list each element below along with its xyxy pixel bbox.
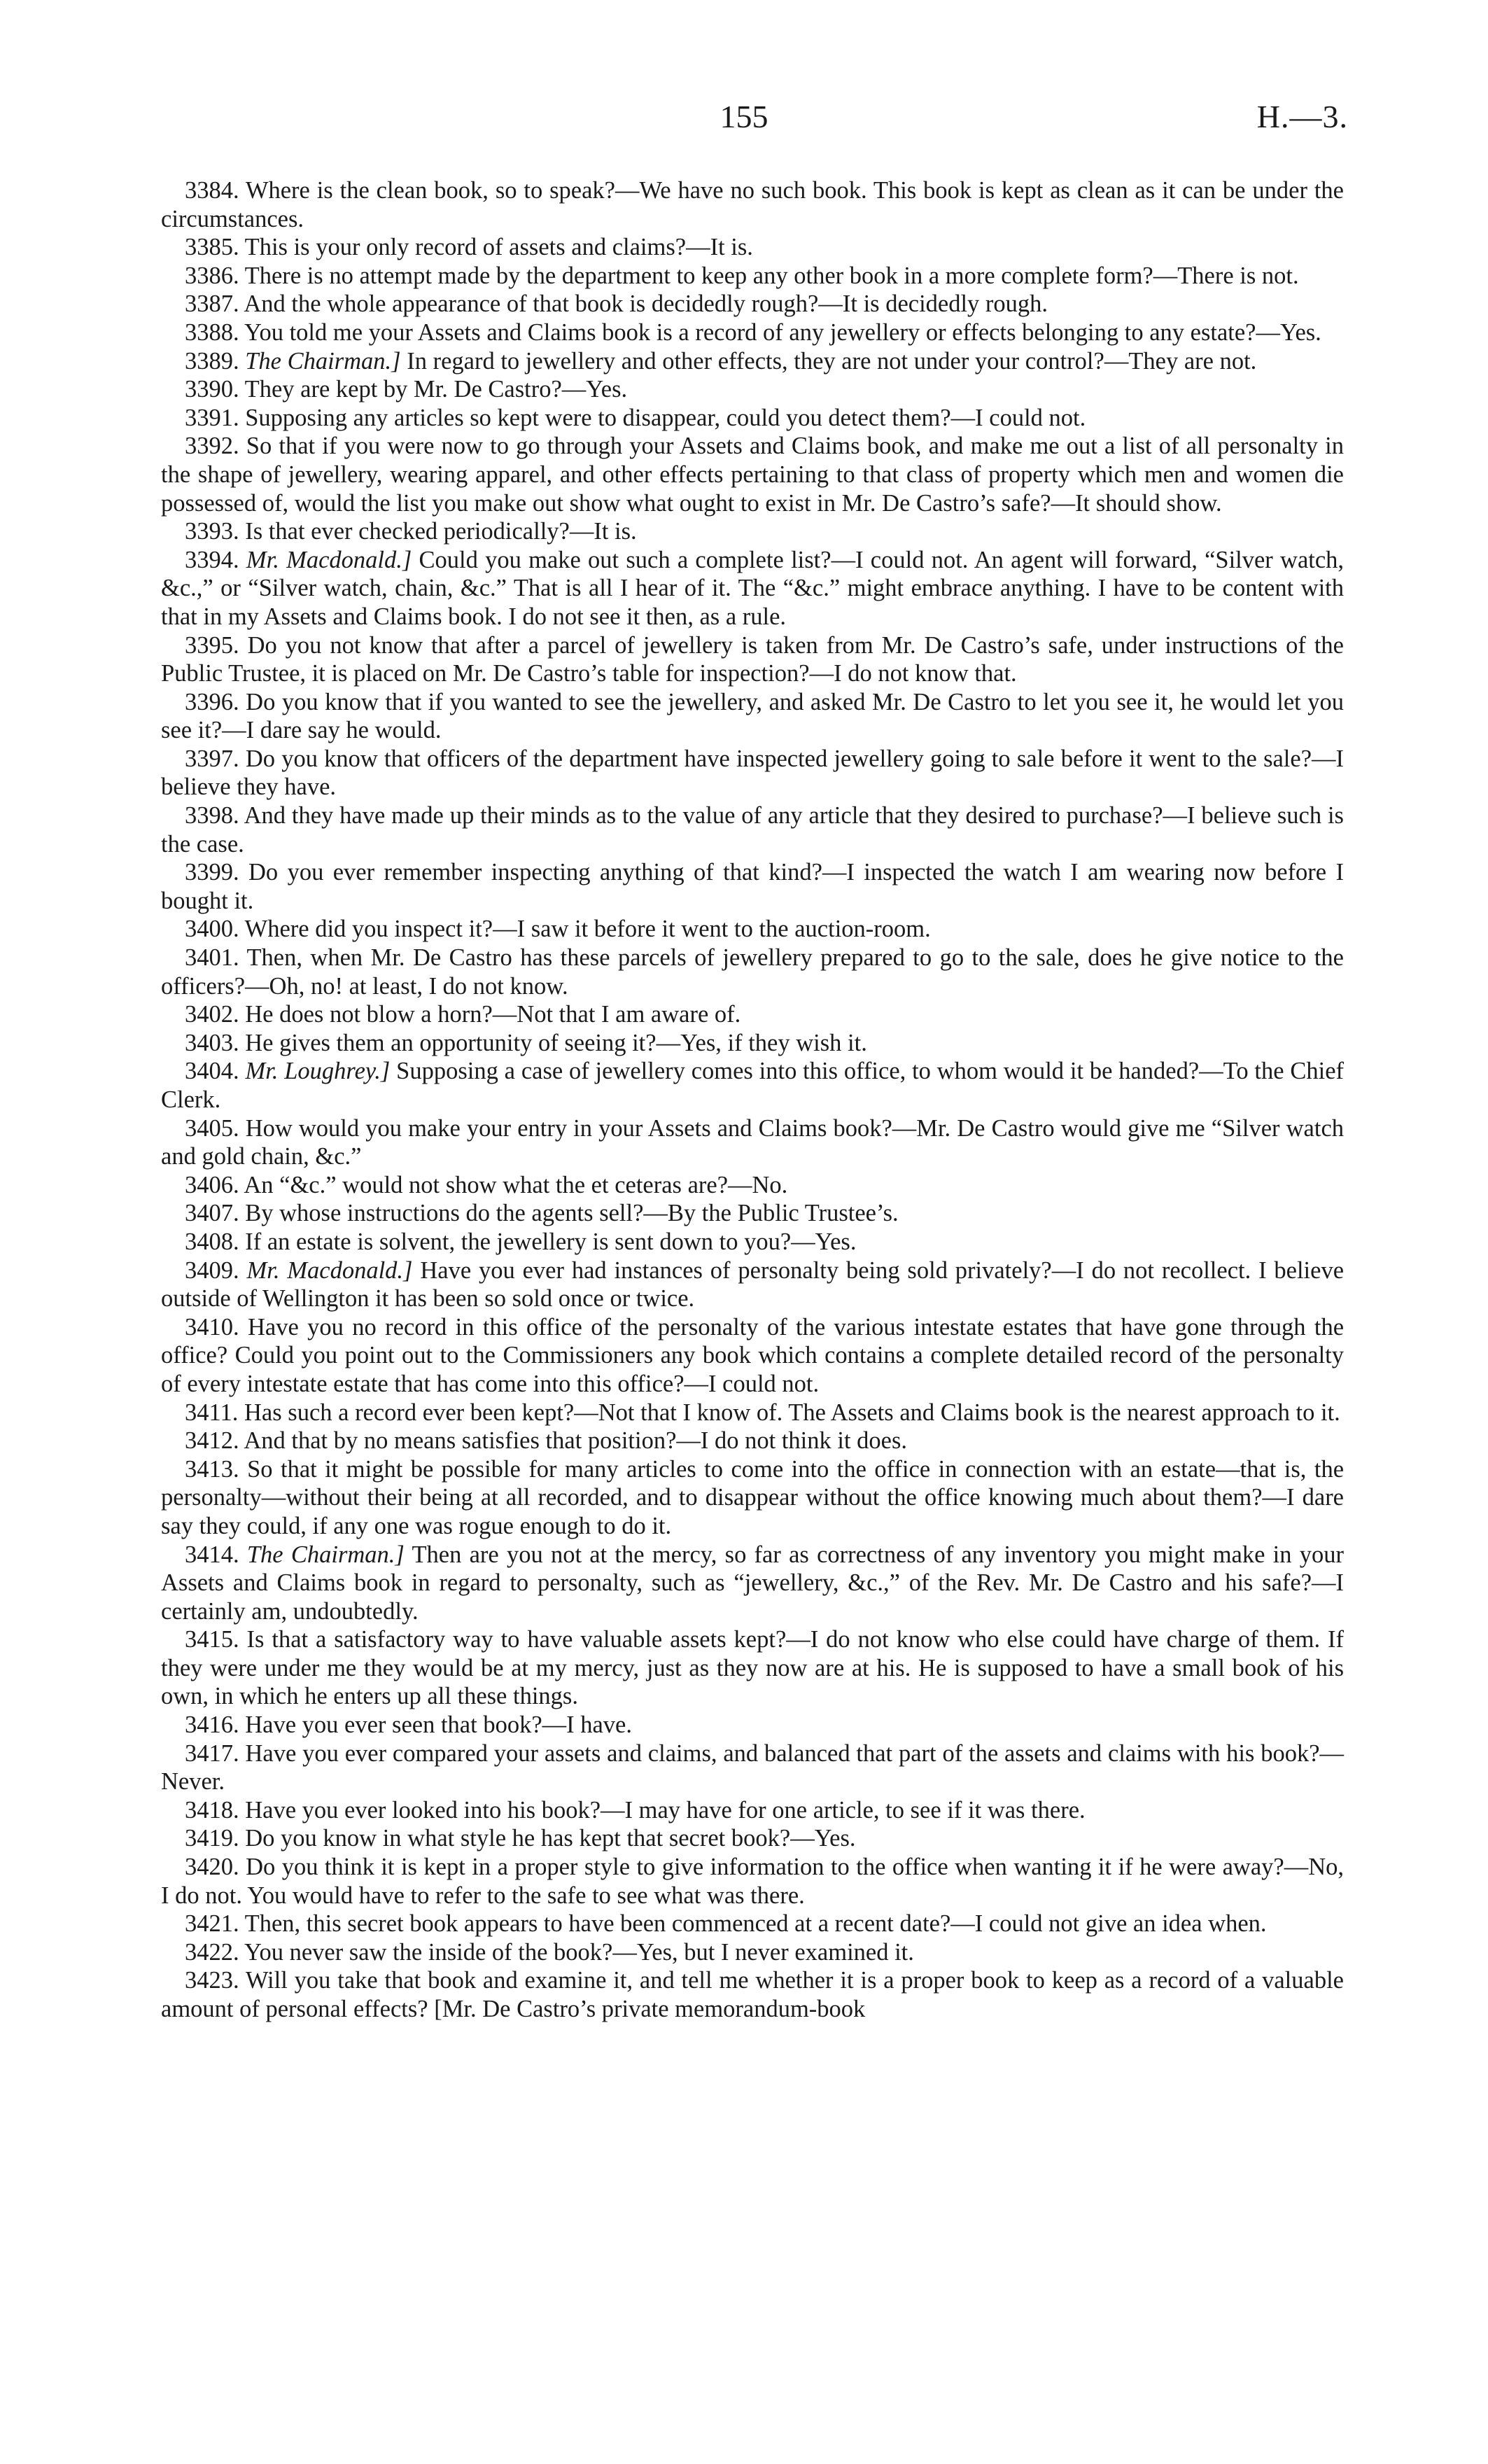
question-number: 3417. [185,1740,239,1767]
speaker-name: Mr. Loughrey.] [245,1058,391,1085]
question-answer-paragraph [161,1711,1344,1740]
question-number: 3402. [185,1001,239,1028]
paragraph-text: Will you take that book and examine it, and tell me whether it is a proper book to keep as a record of a valuable amount of personal effects? [Mr. De Castro’s private memorandum-book [161,1967,1344,2022]
paragraph-text: Do you know in what style he has kept that secret book?—Yes. [245,1825,856,1852]
question-answer-paragraph [161,1114,1344,1171]
paragraph-text: Have you no record in this office of the personalty of the various intestate estates that have gone through the office? Could you point out to the Commissioners any book which contains a complete detailed record of the personalty of every intestate estate that has come into this office?—I could not. [161,1313,1345,1397]
question-number: 3410. [185,1313,239,1340]
question-answer-paragraph [161,404,1344,433]
question-answer-paragraph [161,1853,1344,1910]
speaker-name: Mr. Macdonald.] [246,546,412,573]
paragraph-text: Do you know that officers of the department have inspected jewellery going to sale before it went to the sale?—I believe they have. [161,745,1345,801]
question-answer-paragraph [161,1171,1344,1200]
question-number: 3407. [185,1200,239,1227]
question-number: 3414. [185,1541,239,1568]
question-number: 3396. [185,688,239,715]
question-answer-paragraph [161,1000,1344,1029]
question-number: 3389. [185,347,239,374]
question-number: 3415. [185,1626,239,1653]
question-number: 3405. [185,1114,239,1142]
question-answer-paragraph [161,176,1344,233]
question-answer-paragraph [161,1313,1344,1399]
question-answer-paragraph [161,1938,1344,1967]
question-number: 3387. [185,290,239,318]
question-answer-paragraph [161,1455,1344,1541]
question-number: 3384. [185,177,239,204]
question-answer-paragraph [161,1796,1344,1825]
question-answer-paragraph [161,1625,1344,1711]
paragraph-text: Is that a satisfactory way to have valuable assets kept?—I do not know who else could have charge of them. If they were under me they would be at my mercy, just as they now are at his. He is supposed to have a small book of his own, in which he enters up all these things. [161,1626,1344,1710]
question-answer-paragraph [161,1199,1344,1228]
testimony-body [161,176,1344,2024]
paragraph-text: And the whole appearance of that book is decidedly rough?—It is decidedly rough. [244,290,1048,318]
page-number: 155 [720,99,768,134]
paragraph-text: Is that ever checked periodically?—It is. [245,518,637,545]
paragraph-text: He does not blow a horn?—Not that I am aware of. [245,1001,741,1028]
speaker-name: The Chairman.] [245,347,401,374]
paragraph-text: Do you not know that after a parcel of jewellery is taken from Mr. De Castro’s safe, under instructions of the Public Trustee, it is placed on Mr. De Castro’s table for inspection?—I do not know that. [161,631,1344,687]
question-answer-paragraph [161,1256,1344,1313]
question-number: 3419. [185,1825,239,1852]
paragraph-text: Where did you inspect it?—I saw it before it went to the auction-room. [244,916,931,943]
paragraph-text: Have you ever looked into his book?—I may have for one article, to see if it was there. [245,1796,1086,1823]
paragraph-text: And that by no means satisfies that position?—I do not think it does. [244,1427,908,1455]
question-number: 3413. [185,1455,239,1483]
question-answer-paragraph [161,1966,1344,2023]
question-number: 3423. [185,1967,239,1994]
question-number: 3385. [185,234,239,261]
question-answer-paragraph [161,1824,1344,1853]
paragraph-text: You told me your Assets and Claims book is a record of any jewellery or effects belonging to any estate?—Yes. [244,318,1321,346]
question-number: 3399. [185,859,239,886]
question-answer-paragraph [161,1057,1344,1114]
question-number: 3408. [185,1228,239,1255]
question-number: 3421. [185,1910,239,1938]
question-number: 3404. [185,1058,239,1085]
question-number: 3390. [185,376,239,403]
question-number: 3392. [185,433,239,460]
question-answer-paragraph [161,1029,1344,1058]
question-answer-paragraph [161,1541,1344,1626]
question-number: 3393. [185,518,239,545]
question-number: 3406. [185,1171,239,1198]
question-answer-paragraph [161,375,1344,404]
question-answer-paragraph [161,262,1344,290]
paragraph-text: Then, when Mr. De Castro has these parcels of jewellery prepared to go to the sale, does he give notice to the officers?—Oh, no! at least, I do not know. [161,944,1344,1000]
paragraph-text: Do you ever remember inspecting anything of that kind?—I inspected the watch I am wearing now before I bought it. [161,859,1344,914]
question-number: 3416. [185,1712,239,1739]
paragraph-text: Have you ever seen that book?—I have. [245,1712,632,1739]
question-number: 3386. [185,262,239,289]
paragraph-text: Do you think it is kept in a proper style to give information to the office when wanting it if he were away?—No, I do not. You would have to refer to the safe to see what was there. [161,1854,1345,1909]
question-answer-paragraph [161,1427,1344,1455]
paragraph-text: There is no attempt made by the department to keep any other book in a more complete form?—There is not. [244,262,1299,289]
paragraph-text: Supposing any articles so kept were to disappear, could you detect them?—I could not. [245,404,1086,431]
paragraph-text: Has such a record ever been kept?—Not that I know of. The Assets and Claims book is the nearest approach to it. [244,1399,1340,1426]
paragraph-text: He gives them an opportunity of seeing it?—Yes, if they wish it. [245,1029,867,1056]
speaker-name: Mr. Macdonald.] [246,1256,413,1284]
paragraph-text: Supposing a case of jewellery comes into this office, to whom would it be handed?—To the Chief Clerk. [161,1058,1345,1113]
paragraph-text: How would you make your entry in your Assets and Claims book?—Mr. De Castro would give me “Silver watch and gold chain, &c.” [161,1114,1345,1170]
question-answer-paragraph [161,915,1344,944]
question-answer-paragraph [161,432,1344,517]
paragraph-text: Where is the clean book, so to speak?—We have no such book. This book is kept as clean as it can be under the circumstances. [161,177,1344,232]
speaker-name: The Chairman.] [246,1541,405,1568]
question-number: 3412. [185,1427,239,1455]
question-number: 3418. [185,1796,239,1823]
question-answer-paragraph [161,233,1344,262]
question-number: 3398. [185,802,239,830]
paragraph-text: Have you ever compared your assets and claims, and balanced that part of the assets and claims with his book?—Never. [161,1740,1345,1795]
paragraph-text: So that if you were now to go through your Assets and Claims book, and make me out a list of all personalty in the shape of jewellery, wearing apparel, and other effects pertaining to that class of property which men and women die possessed of, would the list you make out show what ought to exist in Mr. De Castro’s safe?—It should show. [161,433,1344,517]
question-answer-paragraph [161,688,1344,745]
question-answer-paragraph [161,858,1344,915]
question-answer-paragraph [161,517,1344,546]
question-answer-paragraph [161,1399,1344,1427]
paragraph-text: They are kept by Mr. De Castro?—Yes. [244,376,628,403]
question-answer-paragraph [161,318,1344,347]
question-answer-paragraph [161,347,1344,376]
paragraph-text: This is your only record of assets and claims?—It is. [244,234,753,261]
paragraph-text: In regard to jewellery and other effects, they are not under your control?—They are not. [407,347,1257,374]
question-number: 3400. [185,916,239,943]
page-header [0,98,1488,147]
question-answer-paragraph [161,631,1344,688]
paragraph-text: And they have made up their minds as to the value of any article that they desired to purchase?—I believe such is the case. [161,802,1344,858]
question-number: 3403. [185,1029,239,1056]
document-reference: H.—3. [1256,99,1348,134]
question-answer-paragraph [161,546,1344,631]
question-number: 3395. [185,631,239,659]
question-answer-paragraph [161,1910,1344,1938]
paragraph-text: An “&c.” would not show what the et ceteras are?—No. [244,1171,788,1198]
question-number: 3394. [185,546,239,573]
question-number: 3420. [185,1854,239,1881]
question-answer-paragraph [161,290,1344,318]
question-number: 3391. [185,404,239,431]
question-answer-paragraph [161,1740,1344,1796]
paragraph-text: Do you know that if you wanted to see the jewellery, and asked Mr. De Castro to let you see it, he would let you see it?—I dare say he would. [161,688,1345,744]
paragraph-text: So that it might be possible for many articles to come into the office in connection with an estate—that is, the personalty—without their being at all recorded, and to disappear without the office knowing much about them?—I dare say they could, if any one was rogue enough to do it. [161,1455,1345,1539]
paragraph-text: Have you ever had instances of personalty being sold privately?—I do not recollect. I believe outside of Wellington it has been so sold once or twice. [161,1256,1345,1312]
question-answer-paragraph [161,745,1344,802]
paragraph-text: Could you make out such a complete list?—I could not. An agent will forward, “Silver watch, &c.,” or “Silver watch, chain, &c.” That is all I hear of it. The “&c.” might embrace anything. I have to be content with that in my Assets and Claims book. I do not see it then, as a rule. [161,546,1345,630]
question-number: 3401. [185,944,239,972]
question-number: 3397. [185,745,239,772]
question-number: 3409. [185,1256,239,1284]
question-answer-paragraph [161,944,1344,1000]
paragraph-text: By whose instructions do the agents sell?—By the Public Trustee’s. [245,1200,899,1227]
question-answer-paragraph [161,802,1344,858]
paragraph-text: If an estate is solvent, the jewellery is sent down to you?—Yes. [245,1228,857,1255]
question-number: 3422. [185,1938,239,1966]
paragraph-text: You never saw the inside of the book?—Yes, but I never examined it. [244,1938,914,1966]
question-number: 3388. [185,318,239,346]
question-answer-paragraph [161,1228,1344,1256]
paragraph-text: Then are you not at the mercy, so far as correctness of any inventory you might make in your Assets and Claims book in regard to personalty, such as “jewellery, &c.,” of the Rev. Mr. De Castro and his safe?—I certainly am, undoubtedly. [161,1541,1344,1625]
paragraph-text: Then, this secret book appears to have been commenced at a recent date?—I could not give an idea when. [244,1910,1267,1938]
question-number: 3411. [185,1399,239,1426]
